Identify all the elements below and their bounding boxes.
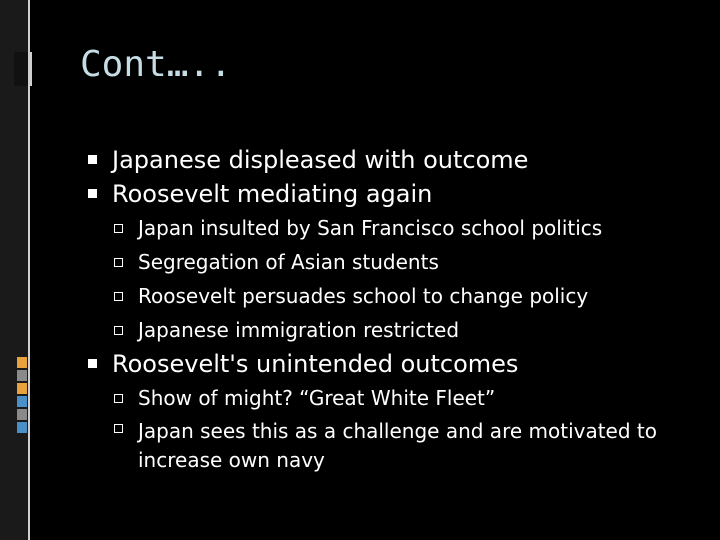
bullet-level2 [86, 245, 696, 279]
bullet-level2 [86, 381, 696, 415]
bullet-text: Roosevelt persuades school to change policy [138, 284, 589, 308]
bullet-level2 [86, 279, 696, 313]
filled-square-bullet-icon [88, 155, 97, 164]
accent-block-4 [17, 396, 27, 407]
accent-block-5 [17, 409, 27, 420]
hollow-square-bullet-icon [114, 258, 123, 267]
bullet-level1 [86, 143, 696, 177]
accent-block-3 [17, 383, 27, 394]
hollow-square-bullet-icon [114, 292, 123, 301]
bullet-text: Japan insulted by San Francisco school politics [138, 216, 603, 240]
bullet-text: Show of might? “Great White Fleet” [138, 386, 496, 410]
slide-title: Cont….. [80, 44, 232, 85]
filled-square-bullet-icon [88, 359, 97, 368]
bullet-text: Segregation of Asian students [138, 250, 439, 274]
hollow-square-bullet-icon [114, 424, 123, 433]
accent-color-stack [17, 357, 27, 435]
slide-body [86, 143, 696, 475]
title-marker-dark [14, 52, 28, 86]
bullet-text: Japanese displeased with outcome [112, 146, 529, 174]
accent-block-6 [17, 422, 27, 433]
bullet-level1 [86, 347, 696, 381]
accent-block-2 [17, 370, 27, 381]
bullet-level2 [86, 415, 696, 475]
bullet-text: Japanese immigration restricted [138, 318, 460, 342]
accent-block-1 [17, 357, 27, 368]
bullet-level2 [86, 211, 696, 245]
hollow-square-bullet-icon [114, 394, 123, 403]
bullet-level2 [86, 313, 696, 347]
hollow-square-bullet-icon [114, 224, 123, 233]
hollow-square-bullet-icon [114, 326, 123, 335]
bullet-text: Japan sees this as a challenge and are motivated to increase own navy [138, 419, 657, 472]
title-marker-light [28, 52, 32, 86]
filled-square-bullet-icon [88, 189, 97, 198]
bullet-level1 [86, 177, 696, 211]
bullet-text: Roosevelt's unintended outcomes [112, 350, 519, 378]
bullet-text: Roosevelt mediating again [112, 180, 433, 208]
